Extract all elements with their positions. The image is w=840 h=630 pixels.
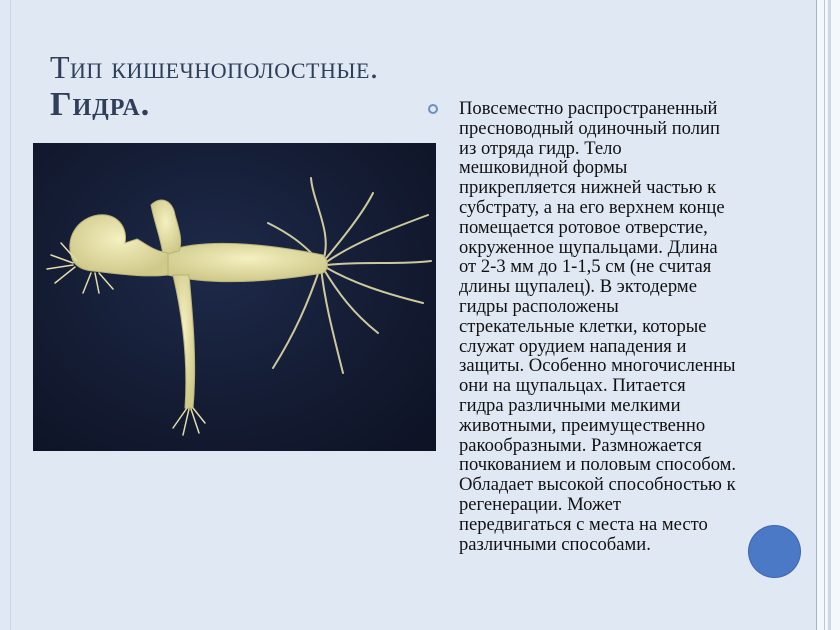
hydra-illustration [33, 143, 436, 451]
frame-left-line [10, 0, 11, 630]
body-paragraph: Повсеместно распространенный пресноводный одиночный полип из отряда гидр. Тело мешковидной формы прикрепляется нижней частью к субстрату, а на его верхнем конце помещается ротовое отверстие, окруженное щупальцами. Длина от 2-3 мм до 1-1,5 см (не считая длины щупалец). В эктодерме гидры расположены стрекательные клетки, которые служат орудием нападения и защиты. Особенно многочисленны они на щупальцах. Питается гидра различными мелкими животными, преимущественно ракообразными. Размножается почкованием и половым способом. Обладает высокой способностью к регенерации. Может передвигаться с места на место различными способами. [459, 98, 737, 555]
hydra-photo [33, 143, 436, 451]
slide-title [50, 50, 470, 124]
bullet-icon [428, 104, 438, 114]
title-line-1: Тип кишечнополостные. [50, 49, 379, 85]
title-line-2: Гидра. [50, 85, 151, 123]
decorative-circle [749, 526, 800, 577]
frame-right-border [816, 0, 840, 630]
